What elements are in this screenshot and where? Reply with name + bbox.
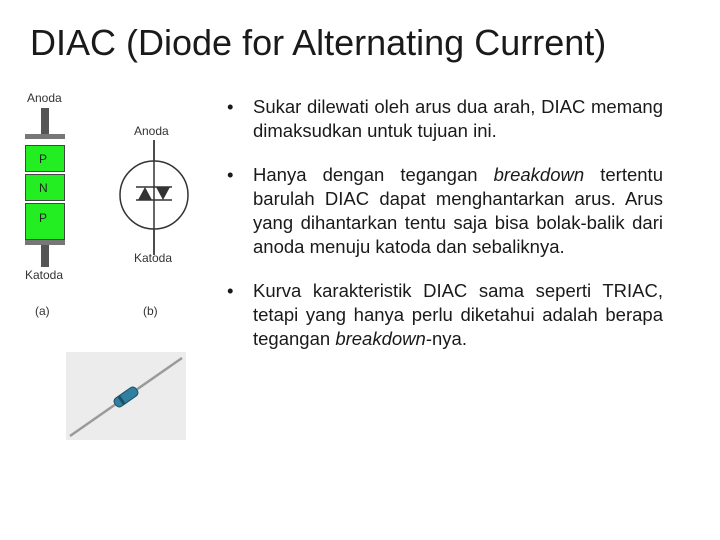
diac-component-photo bbox=[66, 352, 186, 440]
bullet-item bbox=[225, 95, 663, 143]
bullet-text bbox=[253, 95, 663, 143]
bullet-text bbox=[253, 279, 663, 351]
bullet-text-segment: Sukar dilewati oleh arus dua arah, DIAC memang dimaksudkan untuk tujuan ini. bbox=[253, 96, 663, 141]
anode-label-b: Anoda bbox=[134, 124, 169, 138]
bullet-text-segment: -nya. bbox=[425, 328, 467, 349]
layer-n-label: N bbox=[39, 181, 48, 195]
layer-p-top bbox=[25, 145, 65, 172]
bullet-text bbox=[253, 163, 663, 259]
bullet-item bbox=[225, 163, 663, 259]
caption-a: (a) bbox=[35, 304, 50, 318]
cathode-label-a: Katoda bbox=[25, 268, 64, 282]
layer-p-bottom-label: P bbox=[39, 211, 48, 225]
bullet-item bbox=[225, 279, 663, 351]
bullet-text-segment: tertentu barulah DIAC dapat menghantarkan arus. Arus yang dihantarkan tentu saja bisa bolak-balik dari anoda menuju katoda dan sebaliknya. bbox=[253, 164, 663, 257]
bullet-list bbox=[225, 95, 663, 351]
bullet-dot-icon: • bbox=[227, 164, 234, 185]
slide-title: DIAC (Diode for Alternating Current) bbox=[30, 22, 607, 63]
bullet-italic-term: breakdown bbox=[335, 328, 426, 349]
bullet-dot-icon: • bbox=[227, 280, 234, 301]
anode-lead-a bbox=[41, 108, 49, 134]
bullet-italic-term: breakdown bbox=[493, 164, 585, 185]
anode-label-a: Anoda bbox=[27, 91, 62, 105]
bullet-dot-icon: • bbox=[227, 96, 234, 117]
layer-n bbox=[25, 174, 65, 201]
cathode-label-b: Katoda bbox=[134, 251, 173, 265]
diac-symbol-icon bbox=[112, 140, 202, 255]
bullet-text-segment: Kurva karakteristik DIAC sama seperti TRIAC, tetapi yang hanya perlu diketahui adalah berapa tegangan bbox=[253, 280, 663, 349]
caption-b: (b) bbox=[143, 304, 158, 318]
cathode-lead-a bbox=[41, 245, 49, 267]
layer-p-bottom bbox=[25, 203, 65, 240]
layer-p-top-label: P bbox=[39, 152, 48, 166]
bullet-text-segment: Hanya dengan tegangan bbox=[253, 164, 494, 185]
anode-terminal-band bbox=[25, 134, 65, 139]
